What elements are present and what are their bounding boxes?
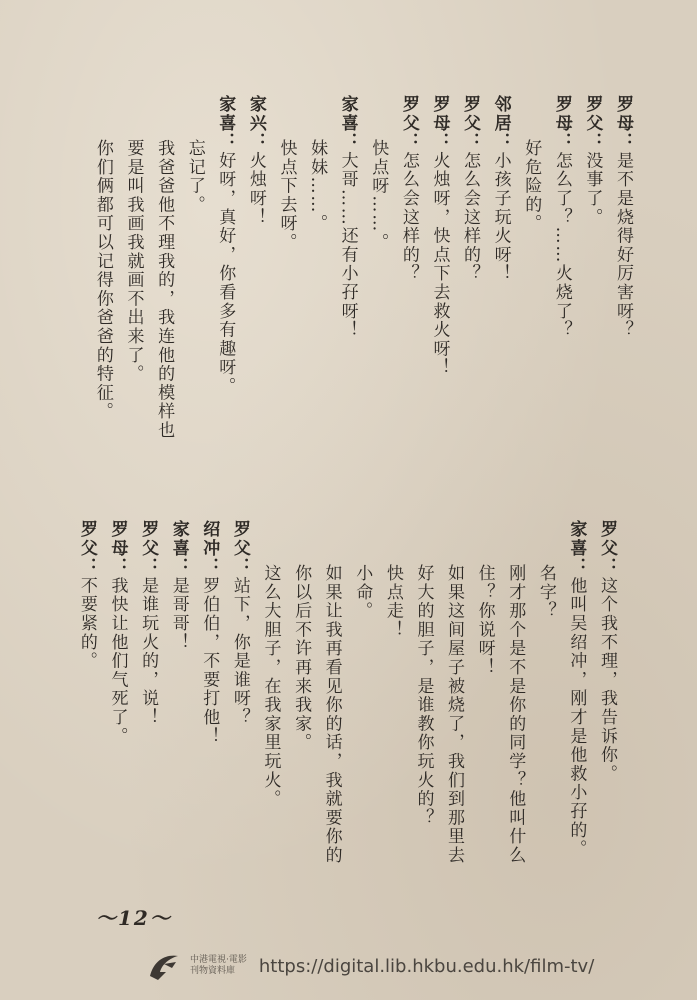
- speaker-name: 邻居：: [490, 95, 511, 152]
- dialogue-line: [366, 95, 391, 252]
- dialogue-text: 你们俩都可以记得你爸爸的特征。: [92, 139, 113, 421]
- speaker-name: 罗父：: [460, 95, 481, 152]
- dialogue-line: [519, 95, 544, 233]
- dialogue-line: [488, 95, 513, 283]
- speaker-name: 罗母：: [429, 95, 450, 152]
- dialogue-text: 我快让他们气死了。: [107, 576, 128, 746]
- dialogue-text: 没事了。: [582, 151, 603, 227]
- dialogue-line: [396, 95, 421, 283]
- dialogue-line: [549, 95, 574, 339]
- dialogue-text: 是不是烧得好厉害呀？: [613, 151, 633, 340]
- dialogue-text: 快点呀……。: [368, 139, 389, 252]
- dialogue-text: 是谁玩火的，说！: [138, 576, 159, 727]
- dialogue-line: [74, 520, 99, 670]
- speaker-name: 罗父：: [138, 520, 159, 577]
- dialogue-text: 住？你说呀！: [474, 564, 495, 677]
- dialogue-text: 好大的胆子，是谁教你玩火的？: [413, 564, 434, 828]
- dialogue-line: [182, 95, 207, 214]
- dialogue-line: [274, 95, 299, 252]
- dialogue-text: 刚才那个是不是你的同学？他叫什么: [505, 564, 526, 865]
- speaker-name: 家喜：: [566, 520, 587, 577]
- dialogue-text: 我爸爸他不理我的，我连他的模样也: [154, 139, 175, 440]
- dialogue-line: [610, 95, 635, 339]
- dialogue-text: 他叫吴绍冲，刚才是他救小孖的。: [566, 576, 587, 859]
- dialogue-text: 站下，你是谁呀？: [229, 576, 250, 727]
- speaker-name: 罗父：: [398, 95, 419, 152]
- dialogue-line: [105, 520, 130, 746]
- speaker-name: 家喜：: [215, 95, 236, 152]
- dialogue-line: [472, 520, 497, 677]
- dialogue-line: [380, 520, 405, 639]
- dialogue-text: 罗伯伯，不要打他！: [199, 576, 220, 746]
- dialogue-text: 火烛呀，快点下去救火呀！: [429, 151, 450, 378]
- speaker-name: 绍冲：: [199, 520, 220, 577]
- dialogue-text: 好呀，真好，你看多有趣呀。: [215, 151, 236, 396]
- dialogue-text: 如果让我再看见你的话，我就要你的: [321, 564, 342, 865]
- dialogue-text: 怎么会这样的？: [460, 151, 481, 284]
- page-number: ～12～: [96, 906, 172, 930]
- dialogue-text: 怎么会这样的？: [398, 151, 419, 284]
- dialogue-block-bottom: [59, 520, 619, 865]
- speaker-name: 罗父：: [597, 520, 617, 577]
- dialogue-line: [503, 520, 528, 865]
- dialogue-text: 是哥哥！: [168, 576, 189, 652]
- dialogue-text: 如果这间屋子被烧了，我们到那里去: [444, 564, 465, 865]
- dialogue-line: [335, 95, 360, 339]
- dialogue-text: 小孩子玩火呀！: [490, 151, 511, 284]
- speaker-name: 罗父：: [76, 520, 97, 577]
- speaker-name: 家喜：: [337, 95, 358, 152]
- dialogue-text: 快点走！: [382, 564, 403, 640]
- speaker-name: 家兴：: [245, 95, 266, 152]
- dialogue-line: [350, 520, 375, 620]
- dialogue-text: 怎么了？……火烧了？: [551, 151, 572, 340]
- dialogue-text: 这个我不理，我告诉你。: [597, 576, 617, 784]
- library-name-line2: 刊物資料庫: [190, 966, 236, 976]
- dialogue-line: [427, 95, 452, 377]
- dialogue-line: [411, 520, 436, 827]
- dialogue-text: 快点下去呀。: [276, 139, 297, 252]
- dialogue-text: 不要紧的。: [76, 576, 97, 671]
- dialogue-line: [90, 95, 115, 421]
- dialogue-line: [152, 95, 177, 440]
- dialogue-line: [213, 95, 238, 396]
- speaker-name: 罗母：: [613, 95, 633, 152]
- dialogue-line: [564, 520, 589, 858]
- dialogue-line: [441, 520, 466, 865]
- dialogue-text: 妹妹……。: [307, 139, 328, 233]
- speaker-name: 罗父：: [229, 520, 250, 577]
- library-logo-icon: [146, 950, 182, 982]
- dialogue-line: [121, 95, 146, 383]
- speaker-name: 罗母：: [107, 520, 128, 577]
- library-name: [190, 955, 247, 977]
- dialogue-line: [258, 520, 283, 808]
- dialogue-line: [136, 520, 161, 727]
- source-url[interactable]: https://digital.lib.hkbu.edu.hk/film-tv/: [258, 955, 595, 977]
- dialogue-line: [243, 95, 268, 227]
- dialogue-line: [580, 95, 605, 227]
- dialogue-text: 你以后不许再来我家。: [291, 564, 312, 752]
- dialogue-line: [304, 95, 329, 233]
- dialogue-line: [594, 520, 619, 783]
- dialogue-line: [288, 520, 313, 752]
- dialogue-text: 大哥……还有小孖呀！: [337, 151, 358, 340]
- dialogue-text: 这么大胆子，在我家里玩火。: [260, 564, 281, 809]
- dialogue-line: [319, 520, 344, 865]
- dialogue-text: 火烛呀！: [245, 151, 266, 227]
- dialogue-line: [457, 95, 482, 283]
- dialogue-line: [227, 520, 252, 727]
- dialogue-line: [533, 520, 558, 620]
- speaker-name: 罗父：: [582, 95, 603, 152]
- speaker-name: 罗母：: [551, 95, 572, 152]
- dialogue-text: 忘记了。: [184, 139, 205, 215]
- dialogue-text: 小命。: [352, 564, 373, 621]
- speaker-name: 家喜：: [168, 520, 189, 577]
- dialogue-line: [197, 520, 222, 746]
- dialogue-text: 好危险的。: [521, 139, 542, 233]
- library-name-line1: 中港電視·電影: [190, 955, 247, 965]
- watermark-footer: [146, 948, 594, 984]
- dialogue-text: 名字？: [535, 564, 556, 621]
- dialogue-text: 要是叫我画我就画不出来了。: [123, 139, 144, 384]
- dialogue-line: [166, 520, 191, 652]
- dialogue-block-top: [75, 95, 635, 495]
